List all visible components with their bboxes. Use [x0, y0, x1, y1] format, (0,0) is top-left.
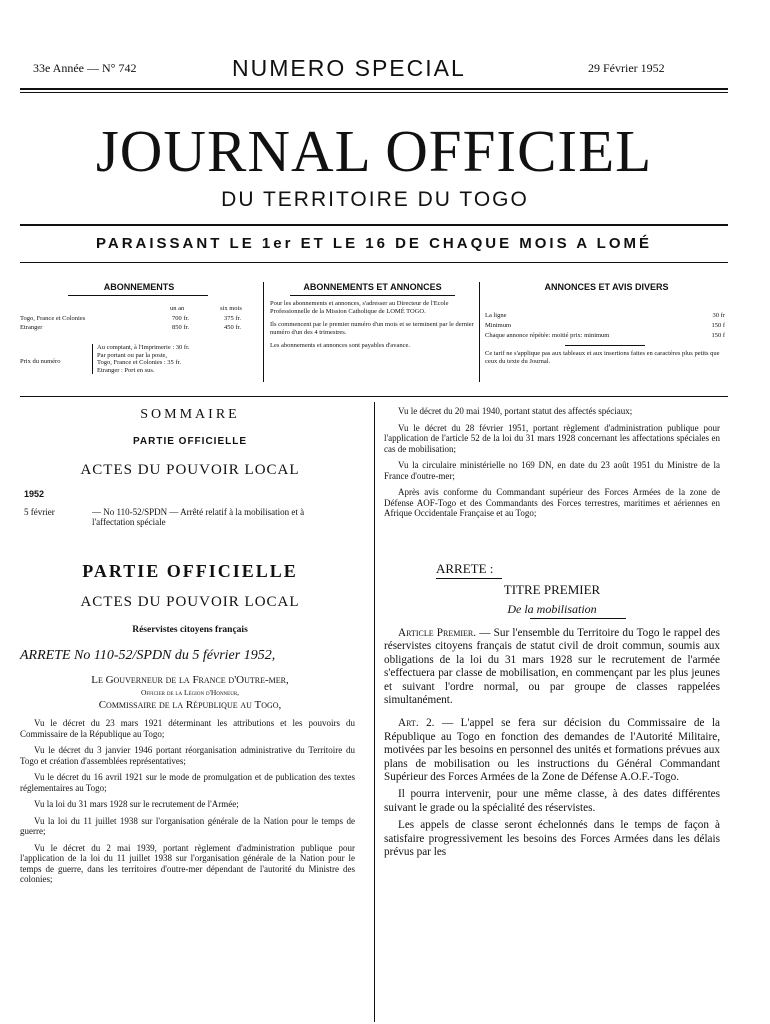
mobilisation-underline	[530, 618, 626, 619]
tarif-row-2	[20, 324, 256, 332]
gouverneur-line-2: Officier de la Légion d'Honneur,	[140, 688, 240, 697]
article-2	[384, 717, 720, 784]
abonnements-rule	[68, 295, 208, 296]
tarif-row-2-v2: 450 fr.	[224, 324, 241, 331]
column-divider	[374, 402, 375, 1022]
annonce-row-2-value: 150 f	[711, 322, 725, 329]
annonce-row-1-label: La ligne	[485, 312, 507, 319]
prix-line-2: Par portant ou par la poste,	[97, 351, 168, 359]
partie-officielle-heading: PARTIE OFFICIELLE	[82, 561, 298, 581]
de-la-mobilisation: De la mobilisation	[507, 602, 597, 616]
arrete-title: ARRETE No 110-52/SPDN du 5 février 1952,	[20, 648, 276, 663]
tarif-row-1-v2: 375 fr.	[224, 315, 241, 322]
tarif-row-1-label: Togo, France et Colonies	[20, 315, 86, 322]
actes-heading-1: ACTES DU POUVOIR LOCAL	[80, 462, 300, 478]
article-1-head: Article Premier.	[398, 627, 477, 639]
article-2-text: — L'appel se fera sur décision du Commissaire de la République au Togo en fonction des demandes de l'Autorité Militaire, motivées par les besoins en personnel des unités et formations prévues aux plans de mobilisation ou les instructions du Général Commandant Supérieur des Forces Armées de la Zone de Défense A.O.F.-Togo.	[384, 717, 720, 784]
annonce-row-3-value: 150 f	[711, 332, 725, 339]
visas-left	[20, 718, 355, 885]
arrete-underline	[436, 578, 502, 579]
annonce-row-3	[485, 332, 725, 340]
annonce-row-1-value: 30 fr	[712, 312, 725, 319]
abonnements-title: ABONNEMENTS	[103, 282, 175, 292]
issue-date: 29 Février 1952	[588, 61, 665, 75]
annonces-p2: Ils commencent par le premier numéro d'un mois et se terminent par le dernier numéro d'un des 4 trimestres.	[270, 321, 474, 336]
visa-10: Après avis conforme du Commandant supérieur des Forces Armées de la zone de Défense AOF-Togo et des Commandants des Forces terrestres, maritimes et aériennes en Afrique Occidentale Française et au Togo;	[384, 487, 720, 518]
annonces-avis-title: ANNONCES ET AVIS DIVERS	[544, 282, 669, 292]
prix-numero-label: Prix du numéro	[20, 358, 61, 365]
reservistes-heading: Réservistes citoyens français	[132, 625, 248, 635]
issue-number: 33e Année — N° 742	[33, 61, 137, 75]
abonnements-annonces-box	[270, 282, 475, 382]
arrete-label: ARRETE :	[436, 561, 494, 576]
visa-5: Vu la loi du 11 juillet 1938 sur l'organisation générale de la Nation pour le temps de guerre;	[20, 815, 355, 836]
prix-line-3: Togo, France et Colonies : 35 fr.	[97, 359, 182, 366]
sommaire-entry-date: 5 février	[24, 507, 55, 517]
article-2-head: Art. 2.	[398, 717, 435, 730]
abonnements-box	[20, 282, 258, 382]
visa-7: Vu le décret du 20 mai 1940, portant statut des affectés spéciaux;	[398, 406, 633, 416]
tarif-row-2-label: Etranger	[20, 324, 43, 331]
article-2-p4: Les appels de classe seront échelonnés dans le temps de façon à satisfaire progressivement les besoins des Forces Armées dans les délais prévus par les	[384, 819, 720, 859]
annonce-row-2	[485, 322, 725, 330]
visa-8: Vu le décret du 28 février 1951, portant règlement d'administration publique pour l'application de l'article 52 de la loi du 31 mars 1928 concernant les affectations spéciales en cas de mobilisation;	[384, 422, 720, 454]
article-1-text: — Sur l'ensemble du Territoire du Togo le rappel des réservistes citoyens français de statut civil de droit commun, soumis aux obligations de la loi du 31 mars 1928 sur le recrutement de l'armée s'effectuera par classe de mobilisation, en commençant par les plus jeunes et suivant l'ordre normal, ou par groupe de classes rappelées simultanément.	[384, 627, 720, 707]
col-six-mois: six mois	[220, 305, 242, 312]
annonce-row-3-label: Chaque annonce répétée: moitié prix: minimum	[485, 332, 610, 339]
prix-line-4: Etranger : Port en sus.	[97, 366, 155, 374]
annonces-p3: Les abonnements et annonces sont payables d'avance.	[270, 342, 410, 349]
sommaire-year: 1952	[24, 489, 45, 499]
article-2-p3: Il pourra intervenir, pour une même classe, à des dates différentes suivant le grade ou la spécialité des réservistes.	[384, 788, 720, 814]
special-issue-label: NUMERO SPECIAL	[232, 55, 466, 81]
abonnements-annonces-title: ABONNEMENTS ET ANNONCES	[303, 282, 442, 292]
sommaire-heading: SOMMAIRE	[140, 407, 240, 422]
visa-3: Vu le décret du 16 avril 1921 sur le mode de promulgation et de publication des textes réglementaires au Togo;	[20, 772, 355, 793]
parution-line: PARAISSANT LE 1er ET LE 16 DE CHAQUE MOIS A LOMÉ	[95, 235, 652, 252]
header-rule-bottom	[20, 92, 728, 93]
annonces-avis-rule	[565, 345, 645, 346]
actes-heading-2: ACTES DU POUVOIR LOCAL	[80, 594, 300, 610]
col-un-an: un an	[170, 305, 185, 312]
gouverneur-line-3: Commissaire de la République au Togo,	[98, 699, 282, 711]
annonce-row-2-label: Minimum	[485, 322, 512, 329]
boxes-rule	[20, 396, 728, 397]
parution-rule	[20, 262, 728, 263]
annonces-avis-box	[485, 282, 728, 382]
visas-right	[384, 406, 720, 519]
visa-2: Vu le décret du 3 janvier 1946 portant réorganisation administrative du Territoire du Togo et création d'assemblées représentatives;	[20, 745, 355, 766]
sommaire-entry-text: — No 110-52/SPDN — Arrêté relatif à la mobilisation et à l'affectation spéciale	[92, 507, 305, 527]
visa-4: Vu la loi du 31 mars 1928 sur le recrutement de l'Armée;	[34, 799, 239, 809]
annonces-avis-note: Ce tarif ne s'applique pas aux tableaux et aux insertions faites en caractères plus petits que ceux du texte du Journal.	[485, 350, 720, 365]
visa-9: Vu la circulaire ministérielle no 169 DN, en date du 23 août 1951 du Ministre de la France d'outre-mer;	[384, 460, 720, 481]
partie-officielle-small: PARTIE OFFICIELLE	[132, 436, 248, 447]
header-rule-top	[20, 88, 728, 90]
masthead-rule	[20, 224, 728, 226]
prix-numero-details	[92, 344, 263, 374]
prix-line-1: Au comptant, à l'Imprimerie : 30 fr.	[97, 344, 190, 351]
articles	[384, 627, 720, 860]
box-divider-2	[479, 282, 480, 382]
box-divider-1	[263, 282, 264, 382]
tarif-row-1	[20, 315, 256, 323]
abonnements-annonces-rule	[290, 295, 455, 296]
journal-title: JOURNAL OFFICIEL	[95, 118, 653, 184]
titre-premier: TITRE PREMIER	[503, 582, 601, 597]
visa-1: Vu le décret du 23 mars 1921 déterminant les attributions et les pouvoirs du Commissaire de la République au Togo;	[20, 718, 355, 739]
gouverneur-line-1: Le Gouverneur de la France d'Outre-mer,	[91, 674, 289, 686]
annonce-row-1	[485, 312, 725, 320]
article-1	[384, 627, 720, 707]
tarif-row-2-v1: 850 fr.	[172, 324, 189, 331]
visa-6: Vu le décret du 2 mai 1939, portant règlement d'administration publique pour l'application de la loi du 11 juillet 1938 sur l'organisation générale de la Nation pour le temps de guerre, dans les territoires d'outre-mer dépendant de l'autorité du Ministre des colonies;	[20, 842, 355, 884]
annonces-p1: Pour les abonnements et annonces, s'adresser au Directeur de l'Ecole Professionnelle de la Mission Catholique de LOMÉ TOGO.	[270, 300, 449, 315]
tarif-row-1-v1: 700 fr.	[172, 315, 189, 322]
journal-subtitle: DU TERRITOIRE DU TOGO	[221, 188, 529, 211]
